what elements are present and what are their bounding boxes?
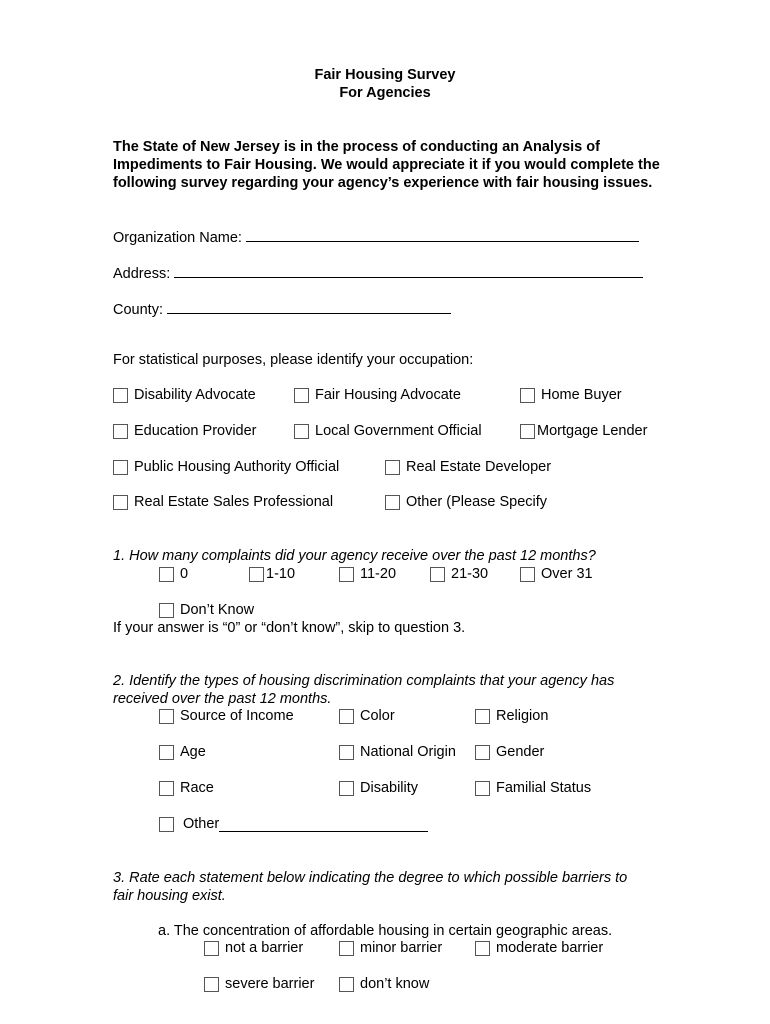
option-label: Don’t Know — [180, 602, 255, 618]
q2-option[interactable] — [159, 780, 214, 796]
checkbox[interactable] — [204, 941, 219, 956]
q2-option[interactable] — [475, 744, 544, 760]
address-field — [113, 263, 643, 282]
option-label: Disability — [360, 780, 419, 796]
question-3-text: 3. Rate each statement below indicating the degree to which possible barriers to — [113, 870, 628, 886]
other-specify-line[interactable] — [219, 817, 428, 832]
q2-option[interactable] — [159, 708, 294, 724]
option-label: Over 31 — [541, 566, 593, 582]
option-label: 21-30 — [451, 566, 489, 582]
option-label: Age — [180, 744, 206, 760]
occupation-option[interactable] — [385, 459, 551, 475]
option-label: Home Buyer — [541, 387, 622, 403]
option-label: Religion — [496, 708, 549, 724]
checkbox[interactable] — [113, 388, 128, 403]
occupation-option[interactable] — [113, 387, 256, 403]
option-label: moderate barrier — [496, 940, 604, 956]
option-label: not a barrier — [225, 940, 304, 956]
checkbox[interactable] — [475, 709, 490, 724]
checkbox[interactable] — [159, 745, 174, 760]
q2-option-other[interactable] — [159, 816, 428, 832]
q1-option[interactable] — [339, 566, 396, 582]
checkbox[interactable] — [475, 781, 490, 796]
occupation-option[interactable] — [520, 387, 622, 403]
option-label: Race — [180, 780, 214, 796]
checkbox[interactable] — [159, 567, 174, 582]
checkbox[interactable] — [475, 941, 490, 956]
option-label: Source of Income — [180, 708, 294, 724]
option-label: National Origin — [360, 744, 456, 760]
option-label: 11-20 — [360, 566, 397, 582]
occupation-prompt: For statistical purposes, please identify your occupation: — [113, 352, 474, 368]
occupation-option[interactable] — [113, 423, 257, 439]
occupation-option[interactable] — [113, 494, 333, 510]
q2-option[interactable] — [475, 708, 548, 724]
survey-subtitle: For Agencies — [339, 85, 431, 101]
option-label: Real Estate Sales Professional — [134, 494, 334, 510]
organization-name-label: Organization Name: — [113, 230, 242, 246]
checkbox[interactable] — [339, 977, 354, 992]
question-2-text-cont: received over the past 12 months. — [113, 691, 332, 707]
occupation-option[interactable] — [385, 494, 547, 510]
q1-option[interactable] — [430, 566, 488, 582]
checkbox[interactable] — [294, 388, 309, 403]
q1-option[interactable] — [159, 602, 254, 618]
checkbox[interactable] — [520, 567, 535, 582]
option-label: Other (Please Specify — [406, 494, 548, 510]
q2-option[interactable] — [339, 744, 456, 760]
occupation-option[interactable] — [294, 387, 461, 403]
option-label: 0 — [180, 566, 189, 582]
intro-paragraph: The State of New Jersey is in the process of conducting an Analysis of Impediments to Fair Housing. We would appreciate it if you would complete the following survey regarding your agency’s experience with fair housing issues. — [113, 139, 660, 191]
occupation-option[interactable] — [294, 423, 482, 439]
q1-option[interactable] — [249, 566, 295, 582]
q3a-option[interactable] — [339, 940, 442, 956]
q3a-option[interactable] — [204, 976, 314, 992]
question-1-text: 1. How many complaints did your agency receive over the past 12 months? — [113, 548, 596, 564]
occupation-option[interactable] — [113, 459, 339, 475]
option-label: Mortgage Lender — [537, 423, 648, 439]
option-label: minor barrier — [360, 940, 443, 956]
q1-option[interactable] — [159, 566, 188, 582]
option-label: Gender — [496, 744, 545, 760]
checkbox[interactable] — [339, 941, 354, 956]
option-label: Disability Advocate — [134, 387, 256, 403]
checkbox[interactable] — [520, 388, 535, 403]
q3a-option[interactable] — [475, 940, 603, 956]
address-line[interactable] — [174, 263, 643, 278]
checkbox[interactable] — [159, 603, 174, 618]
county-line[interactable] — [167, 299, 451, 314]
checkbox[interactable] — [339, 709, 354, 724]
option-label: don’t know — [360, 976, 430, 992]
option-label: Local Government Official — [315, 423, 482, 439]
question-3a-text: a. The concentration of affordable housing in certain geographic areas. — [158, 923, 613, 939]
q1-option[interactable] — [520, 566, 593, 582]
checkbox[interactable] — [339, 781, 354, 796]
checkbox[interactable] — [113, 495, 128, 510]
checkbox[interactable] — [339, 567, 354, 582]
option-label: Color — [360, 708, 395, 724]
q2-option[interactable] — [339, 708, 395, 724]
option-label: Real Estate Developer — [406, 459, 552, 475]
checkbox[interactable] — [159, 709, 174, 724]
question-1-note: If your answer is “0” or “don’t know”, skip to question 3. — [113, 620, 466, 636]
checkbox[interactable] — [520, 424, 535, 439]
checkbox[interactable] — [159, 817, 174, 832]
q2-option[interactable] — [339, 780, 418, 796]
address-label: Address: — [113, 266, 171, 282]
checkbox[interactable] — [385, 460, 400, 475]
checkbox[interactable] — [113, 424, 128, 439]
checkbox[interactable] — [113, 460, 128, 475]
q2-option[interactable] — [475, 780, 591, 796]
organization-name-line[interactable] — [246, 227, 639, 242]
option-label: Fair Housing Advocate — [315, 387, 461, 403]
q3a-option[interactable] — [339, 976, 429, 992]
survey-title: Fair Housing Survey — [314, 67, 456, 83]
question-3-text-cont: fair housing exist. — [113, 888, 226, 904]
checkbox[interactable] — [385, 495, 400, 510]
option-label: 1-10 — [266, 566, 296, 582]
question-2-text: 2. Identify the types of housing discrimination complaints that your agency has — [113, 673, 615, 689]
county-label: County: — [113, 302, 163, 318]
checkbox[interactable] — [339, 745, 354, 760]
checkbox[interactable] — [294, 424, 309, 439]
q2-option[interactable] — [159, 744, 206, 760]
option-label: Public Housing Authority Official — [134, 459, 340, 475]
option-label: Other — [183, 816, 220, 832]
checkbox[interactable] — [475, 745, 490, 760]
option-label: Education Provider — [134, 423, 257, 439]
checkbox[interactable] — [430, 567, 445, 582]
checkbox[interactable] — [204, 977, 219, 992]
organization-name-field — [113, 227, 639, 246]
occupation-option[interactable] — [520, 423, 647, 439]
checkbox[interactable] — [159, 781, 174, 796]
q3a-option[interactable] — [204, 940, 303, 956]
county-field — [113, 299, 451, 318]
option-label: severe barrier — [225, 976, 315, 992]
checkbox[interactable] — [249, 567, 264, 582]
option-label: Familial Status — [496, 780, 592, 796]
